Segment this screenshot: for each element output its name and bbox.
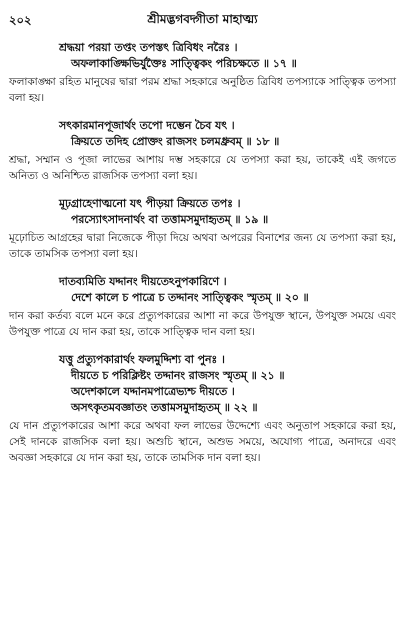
- verse-line: দেশে কালে চ পাত্রে চ তদ্দানং সাত্ত্বিকং স্মৃতম্ ॥ ২০ ॥: [71, 291, 309, 304]
- verse-line: দীয়তে চ পরিক্লিষ্টং তদ্দানং রাজসং স্মৃতম্ ॥ ২১ ॥: [71, 369, 285, 382]
- verse-line: অসৎকৃতমবজ্ঞাতং তত্তামসমুদাহৃতম্ ॥ ২২ ॥: [71, 401, 258, 414]
- verse-section-20: [9, 274, 396, 340]
- page-header: [9, 6, 396, 28]
- verse-line: সৎকারমানপূজার্থং তপো দম্ভেন চৈব যৎ ।: [59, 119, 235, 132]
- verse-translation: শ্রদ্ধা, সম্মান ও পূজা লাভের আশায় দম্ভ সহকারে যে তপস্যা করা হয়, তাকেই এই জগতে অনিত্য ও অনিশ্চিত রাজসিক তপস্যা বলা হয়।: [9, 154, 396, 182]
- verse-line: মূঢ়গ্রাহেণাত্মনো যৎ পীড়য়া ক্রিয়তে তপঃ ।: [59, 197, 241, 210]
- verse-section-18: [9, 118, 396, 184]
- verse-line: দাতব্যমিতি যদ্দানং দীয়তেঽনুপকারিণে ।: [59, 275, 227, 288]
- page-title: শ্রীমদ্ভগবদ্গীতা মাহাত্ম্য: [147, 12, 258, 26]
- verse-translation: দান করা কর্তব্য বলে মনে করে প্রত্যুপকারের আশা না করে উপযুক্ত স্থানে, উপযুক্ত সময়ে এবং উপযুক্ত পাত্রে যে দান করা হয়, তাকে সাত্ত্বিক দান বলা হয়।: [9, 310, 396, 338]
- verse-section-21-22: [9, 352, 396, 466]
- verse-line: পরস্যোৎসাদনার্থং বা তত্তামসমুদাহৃতম্ ॥ ১৯ ॥: [71, 213, 269, 226]
- verse-line: অফলাকাঙ্ক্ষিভির্যুক্তৈঃ সাত্ত্বিকং পরিচক্ষতে ॥ ১৭ ॥: [71, 57, 297, 70]
- verse-translation: ফলাকাঙ্ক্ষা রহিত মানুষের দ্বারা পরম শ্রদ্ধা সহকারে অনুষ্ঠিত ত্রিবিধ তপস্যাকে সাত্ত্বিক তপস্যা বলা হয়।: [9, 76, 396, 104]
- verse-section-17: [9, 40, 396, 106]
- page-number: ২০২: [9, 13, 32, 27]
- verse-translation: মূঢ়োচিত আগ্রহের দ্বারা নিজেকে পীড়া দিয়ে অথবা অপরের বিনাশের জন্য যে তপস্যা করা হয়, তাকে তামসিক তপস্যা বলা হয়।: [9, 232, 396, 260]
- verse-line: ক্রিয়তে তদিহ প্রোক্তং রাজসং চলমধ্রুবম্ ॥ ১৮ ॥: [71, 135, 280, 148]
- verse-section-19: [9, 196, 396, 262]
- verse-translation: যে দান প্রত্যুপকারের আশা করে অথবা ফল লাভের উদ্দেশ্যে এবং অনুতাপ সহকারে করা হয়, সেই দানকে রাজসিক বলা হয়। অশুচি স্থানে, অশুভ সময়ে, অযোগ্য পাত্রে, অনাদরে এবং অবজ্ঞা সহকারে যে দান করা হয়, তাকে তামসিক দান বলা হয়।: [9, 420, 396, 464]
- verse-line: অদেশকালে যদ্দানমপাত্রেভ্যশ্চ দীয়তে ।: [71, 385, 235, 398]
- verse-line: শ্রদ্ধয়া পরয়া তপ্তং তপস্তৎ ত্রিবিধং নরৈঃ ।: [59, 41, 238, 54]
- verse-line: যত্তু প্রত্যুপকারার্থং ফলমুদ্দিশ্য বা পুনঃ ।: [59, 353, 225, 366]
